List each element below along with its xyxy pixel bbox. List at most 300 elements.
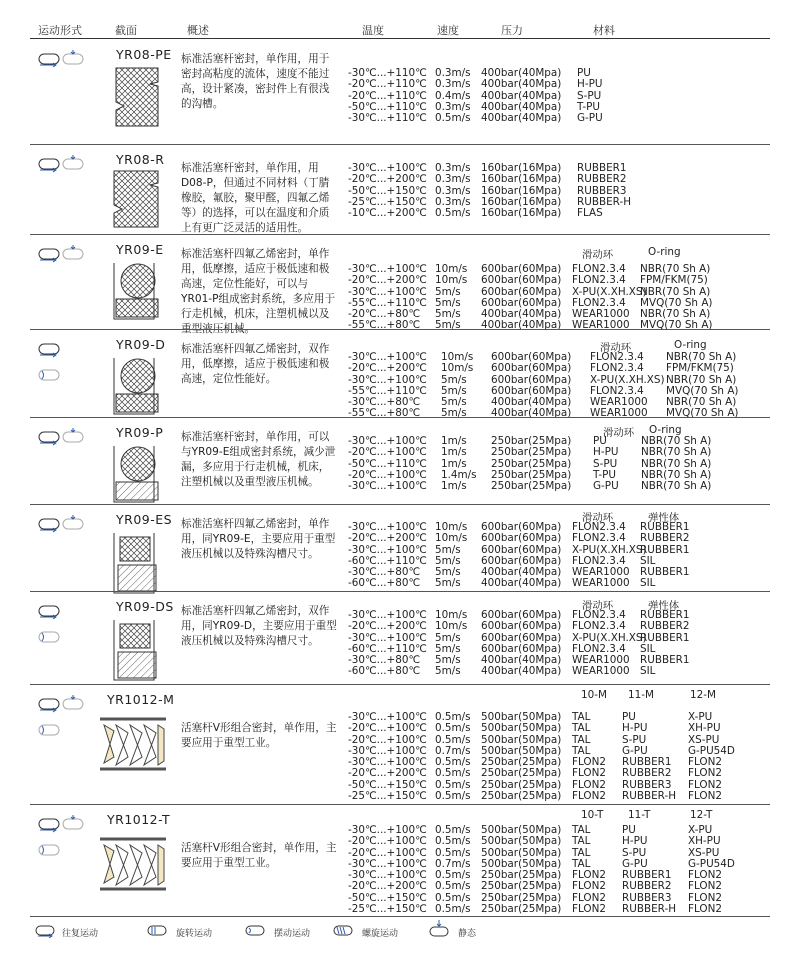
material-column-3 bbox=[688, 712, 735, 802]
static-icon bbox=[60, 245, 88, 263]
speed-column bbox=[435, 264, 467, 332]
pressure-column-cell: 600bar(60Mpa) bbox=[481, 274, 562, 287]
overview-text: 标准活塞杆密封，单作用，用于密封高粘度的流体，速度不能过高，设计紧凑，密封件上有很浅的沟槽。 bbox=[181, 53, 330, 110]
material-header-3: 12-M bbox=[690, 689, 716, 701]
speed-column bbox=[435, 825, 471, 915]
temp-column-cell: -30℃...+80℃ bbox=[348, 396, 421, 409]
pressure-column bbox=[481, 264, 561, 332]
material-column-1 bbox=[572, 264, 647, 332]
material-column-1-cell: FLON2 bbox=[572, 767, 606, 780]
material-column-2-cell: S-PU bbox=[622, 733, 647, 746]
temp-column-cell: -20℃...+100℃ bbox=[348, 733, 427, 746]
table-row bbox=[0, 505, 800, 592]
pressure-column-cell: 400bar(40Mpa) bbox=[481, 112, 562, 125]
material-column-2-cell: MVQ(70 Sh A) bbox=[666, 384, 739, 397]
temp-column bbox=[348, 436, 427, 492]
pressure-column-cell: 600bar(60Mpa) bbox=[481, 521, 562, 533]
temp-column-cell: -50℃...+150℃ bbox=[348, 184, 427, 197]
material-column-2-cell: NBR(70 Sh A) bbox=[641, 468, 712, 481]
speed-column-cell: 0.5m/s bbox=[435, 711, 471, 723]
material-column-2-cell: RUBBER1 bbox=[640, 543, 690, 556]
header-section: 截面 bbox=[115, 24, 137, 37]
pressure-column-cell: 600bar(60Mpa) bbox=[481, 263, 562, 275]
material-column-1-cell: X-PU(X.XH.XS) bbox=[572, 631, 647, 644]
table-row bbox=[0, 40, 800, 145]
speed-column-cell: 0.5m/s bbox=[435, 722, 471, 735]
temp-column-cell: -30℃...+100℃ bbox=[348, 263, 427, 275]
pressure-column-cell: 400bar(40Mpa) bbox=[491, 407, 572, 420]
material-column-2-cell: FPM/FKM(75) bbox=[666, 362, 734, 375]
speed-column bbox=[435, 712, 471, 802]
swinging-icon bbox=[36, 366, 64, 384]
swinging-icon bbox=[36, 841, 64, 859]
material-column-3-cell: FLON2 bbox=[688, 756, 722, 769]
speed-column-cell: 0.5m/s bbox=[435, 790, 471, 803]
speed-column-cell: 0.5m/s bbox=[435, 112, 471, 125]
material-column-1-cell: FLAS bbox=[577, 207, 603, 220]
temp-column-cell: -20℃...+100℃ bbox=[348, 722, 427, 735]
material-column-1-cell: FLON2.3.4 bbox=[572, 521, 626, 533]
cross-section-drawing bbox=[110, 616, 166, 682]
temp-column-cell: -20℃...+100℃ bbox=[348, 846, 427, 859]
speed-column-cell: 10m/s bbox=[441, 351, 474, 363]
speed-column-cell: 0.5m/s bbox=[435, 733, 471, 746]
material-column-2-cell: NBR(70 Sh A) bbox=[666, 351, 737, 363]
pressure-column-cell: 600bar(60Mpa) bbox=[491, 351, 572, 363]
speed-column bbox=[435, 522, 467, 590]
speed-column-cell: 0.5m/s bbox=[435, 880, 471, 893]
material-header-1: 10-T bbox=[581, 809, 604, 821]
material-column-1-cell: WEAR1000 bbox=[572, 319, 630, 332]
temp-column bbox=[348, 610, 427, 678]
temp-column-cell: -60℃...+80℃ bbox=[348, 665, 421, 678]
material-column-1-cell: RUBBER2 bbox=[577, 173, 627, 186]
speed-column-cell: 0.3m/s bbox=[435, 195, 471, 208]
material-column-1-cell: S-PU bbox=[577, 89, 602, 102]
speed-column-cell: 10m/s bbox=[435, 620, 468, 633]
speed-column-cell: 0.4m/s bbox=[435, 89, 471, 102]
material-header-3: 12-T bbox=[690, 809, 713, 821]
material-column-2 bbox=[640, 610, 689, 678]
speed-column-cell: 10m/s bbox=[435, 532, 468, 545]
material-column-2-cell: MVQ(70 Sh A) bbox=[666, 407, 739, 420]
material-column-1-cell: FLON2.3.4 bbox=[572, 274, 626, 287]
material-column-1-cell: FLON2 bbox=[572, 903, 606, 916]
material-column-1-cell: FLON2.3.4 bbox=[572, 609, 626, 621]
speed-column-cell: 5m/s bbox=[435, 665, 461, 678]
temp-column-cell: -20℃...+110℃ bbox=[348, 78, 427, 91]
pressure-column bbox=[481, 522, 561, 590]
header-motion: 运动形式 bbox=[38, 24, 82, 37]
material-header-2: O-ring bbox=[648, 246, 681, 258]
temp-column-cell: -30℃...+110℃ bbox=[348, 67, 427, 79]
header-material: 材料 bbox=[593, 24, 615, 37]
cross-section-drawing bbox=[98, 835, 168, 895]
material-column-1-cell: PU bbox=[593, 435, 607, 447]
cross-section-drawing bbox=[110, 354, 166, 420]
temp-column-cell: -20℃...+200℃ bbox=[348, 532, 427, 545]
material-header-2: 弹性体 bbox=[648, 512, 680, 524]
speed-column-cell: 5m/s bbox=[435, 308, 461, 321]
material-column-1-cell: FLON2.3.4 bbox=[572, 263, 626, 275]
speed-column-cell: 0.3m/s bbox=[435, 184, 471, 197]
temp-column-cell: -30℃...+100℃ bbox=[348, 824, 427, 836]
material-column-1-cell: TAL bbox=[572, 846, 591, 859]
material-column-2 bbox=[622, 712, 676, 802]
pressure-column-cell: 600bar(60Mpa) bbox=[491, 362, 572, 375]
pressure-column-cell: 600bar(60Mpa) bbox=[491, 384, 572, 397]
material-column-1-cell: TAL bbox=[572, 722, 591, 735]
pressure-column-cell: 160bar(16Mpa) bbox=[481, 207, 562, 220]
material-column-3-cell: FLON2 bbox=[688, 869, 722, 882]
speed-column-cell: 5m/s bbox=[441, 396, 467, 409]
temp-column-cell: -50℃...+110℃ bbox=[348, 100, 427, 113]
temp-column-cell: -30℃...+100℃ bbox=[348, 480, 427, 493]
overview-text: 活塞杆V形组合密封，单作用，主要应用于重型工业。 bbox=[181, 722, 337, 749]
speed-column-cell: 5m/s bbox=[435, 319, 461, 332]
pressure-column-cell: 250bar(25Mpa) bbox=[481, 756, 562, 769]
material-column-3-cell: X-PU bbox=[688, 824, 713, 836]
speed-column-cell: 10m/s bbox=[435, 521, 468, 533]
speed-column-cell: 10m/s bbox=[435, 274, 468, 287]
pressure-column-cell: 250bar(25Mpa) bbox=[481, 891, 562, 904]
material-header-2: O-ring bbox=[649, 424, 682, 436]
pressure-column-cell: 400bar(40Mpa) bbox=[481, 577, 562, 590]
material-column-1 bbox=[577, 163, 631, 219]
material-column-2-cell: RUBBER1 bbox=[640, 609, 690, 621]
pressure-column-cell: 500bar(50Mpa) bbox=[481, 835, 562, 848]
material-column-2-cell: NBR(70 Sh A) bbox=[666, 396, 737, 409]
material-column-2-cell: H-PU bbox=[622, 835, 648, 848]
material-column-1-cell: TAL bbox=[572, 711, 591, 723]
temp-column bbox=[348, 712, 427, 802]
temp-column bbox=[348, 825, 427, 915]
speed-column-cell: 0.7m/s bbox=[435, 857, 471, 870]
overview-text: 活塞杆V形组合密封，单作用，主要应用于重型工业。 bbox=[181, 842, 337, 869]
speed-column-cell: 5m/s bbox=[435, 654, 461, 667]
material-header-1: 10-M bbox=[581, 689, 607, 701]
temp-column bbox=[348, 352, 427, 420]
speed-column-cell: 10m/s bbox=[441, 362, 474, 375]
static-icon bbox=[60, 428, 88, 446]
pressure-column-cell: 500bar(50Mpa) bbox=[481, 733, 562, 746]
temp-column-cell: -30℃...+110℃ bbox=[348, 112, 427, 125]
static-icon bbox=[60, 155, 88, 173]
material-column-2-cell: SIL bbox=[640, 642, 656, 655]
material-column-2 bbox=[622, 825, 676, 915]
material-column-2-cell: RUBBER2 bbox=[640, 620, 690, 633]
header-overview: 概述 bbox=[187, 24, 209, 37]
part-code: YR09-E bbox=[116, 242, 164, 257]
pressure-column-cell: 400bar(40Mpa) bbox=[481, 308, 562, 321]
material-column-1 bbox=[593, 436, 619, 492]
overview-text: 标准活塞杆密封，单作用，可以与YR09-E组成密封系统，减少泄漏，多应用于行走机械，机床，注塑机械以及重型液压机械。 bbox=[181, 431, 336, 488]
temp-column-cell: -20℃...+200℃ bbox=[348, 767, 427, 780]
pressure-column-cell: 600bar(60Mpa) bbox=[481, 532, 562, 545]
pressure-column-cell: 600bar(60Mpa) bbox=[481, 296, 562, 309]
part-code: YR08-PE bbox=[116, 47, 172, 62]
temp-column-cell: -30℃...+100℃ bbox=[348, 609, 427, 621]
material-column-3-cell: FLON2 bbox=[688, 903, 722, 916]
material-column-1-cell: FLON2 bbox=[572, 790, 606, 803]
row-divider bbox=[30, 916, 770, 917]
speed-column-cell: 0.3m/s bbox=[435, 173, 471, 186]
temp-column-cell: -25℃...+150℃ bbox=[348, 903, 427, 916]
material-column-1-cell: G-PU bbox=[577, 112, 603, 125]
temp-column-cell: -30℃...+100℃ bbox=[348, 373, 427, 386]
temp-column bbox=[348, 68, 427, 124]
legend-static: 静态 bbox=[458, 929, 477, 939]
material-column-2-cell: PU bbox=[622, 711, 636, 723]
temp-column-cell: -30℃...+100℃ bbox=[348, 869, 427, 882]
material-column-2-cell: RUBBER1 bbox=[640, 566, 690, 579]
static-icon bbox=[60, 815, 88, 833]
material-column-1-cell: WEAR1000 bbox=[572, 577, 630, 590]
temp-column-cell: -20℃...+200℃ bbox=[348, 362, 427, 375]
pressure-column-cell: 400bar(40Mpa) bbox=[481, 319, 562, 332]
overview-text: 标准活塞杆四氟乙烯密封，单作用，低摩擦，适应于极低速和极高速，定位性能好，可以与YR01-P组成密封系统，多应用于行走机械，机床，注塑机械以及重型液压机械。 bbox=[181, 248, 336, 335]
pressure-column-cell: 500bar(50Mpa) bbox=[481, 711, 562, 723]
speed-column-cell: 1m/s bbox=[441, 446, 467, 459]
material-column-2-cell: PU bbox=[622, 824, 636, 836]
material-column-3-cell: XS-PU bbox=[688, 846, 720, 859]
pressure-column-cell: 250bar(25Mpa) bbox=[481, 790, 562, 803]
material-column-1-cell: RUBBER3 bbox=[577, 184, 627, 197]
material-column-3-cell: G-PU54D bbox=[688, 857, 735, 870]
pressure-column-cell: 400bar(40Mpa) bbox=[481, 665, 562, 678]
pressure-column-cell: 160bar(16Mpa) bbox=[481, 195, 562, 208]
material-column-2 bbox=[640, 264, 712, 332]
temp-column-cell: -20℃...+200℃ bbox=[348, 620, 427, 633]
speed-column-cell: 0.5m/s bbox=[435, 835, 471, 848]
material-column-1-cell: FLON2 bbox=[572, 778, 606, 791]
pressure-column-cell: 600bar(60Mpa) bbox=[481, 285, 562, 298]
temp-column-cell: -50℃...+150℃ bbox=[348, 778, 427, 791]
speed-column-cell: 5m/s bbox=[435, 577, 461, 590]
material-column-1 bbox=[590, 352, 665, 420]
material-column-1-cell: WEAR1000 bbox=[590, 407, 648, 420]
material-column-2-cell: RUBBER-H bbox=[622, 903, 677, 916]
temp-column-cell: -10℃...+200℃ bbox=[348, 207, 427, 220]
speed-column-cell: 5m/s bbox=[435, 285, 461, 298]
pressure-column-cell: 600bar(60Mpa) bbox=[481, 631, 562, 644]
speed-column-cell: 1.4m/s bbox=[441, 468, 477, 481]
pressure-column-cell: 600bar(60Mpa) bbox=[481, 543, 562, 556]
speed-column-cell: 5m/s bbox=[435, 642, 461, 655]
table-row bbox=[0, 235, 800, 335]
temp-column-cell: -30℃...+100℃ bbox=[348, 744, 427, 757]
material-column-2-cell: FPM/FKM(75) bbox=[640, 274, 708, 287]
pressure-column-cell: 600bar(60Mpa) bbox=[491, 373, 572, 386]
table-row bbox=[0, 805, 800, 917]
helical-icon bbox=[332, 922, 356, 938]
part-code: YR09-D bbox=[116, 337, 166, 352]
material-column-2 bbox=[666, 352, 738, 420]
swinging-icon bbox=[36, 628, 64, 646]
swinging-icon bbox=[244, 922, 268, 938]
material-header-1: 滑动环 bbox=[582, 512, 614, 524]
header-speed: 速度 bbox=[437, 24, 459, 37]
material-column-2-cell: RUBBER1 bbox=[640, 521, 690, 533]
material-column-3-cell: FLON2 bbox=[688, 790, 722, 803]
material-column-2 bbox=[640, 522, 689, 590]
pressure-column-cell: 250bar(25Mpa) bbox=[491, 468, 572, 481]
temp-column-cell: -55℃...+80℃ bbox=[348, 319, 421, 332]
speed-column-cell: 0.5m/s bbox=[435, 778, 471, 791]
pressure-column-cell: 600bar(60Mpa) bbox=[481, 620, 562, 633]
pressure-column bbox=[481, 163, 561, 219]
swinging-icon bbox=[36, 721, 64, 739]
speed-column-cell: 0.3m/s bbox=[435, 100, 471, 113]
material-column-1-cell: H-PU bbox=[593, 446, 619, 459]
temp-column-cell: -20℃...+200℃ bbox=[348, 880, 427, 893]
legend-reciprocating: 往复运动 bbox=[62, 929, 99, 939]
speed-column-cell: 0.5m/s bbox=[435, 767, 471, 780]
table-row bbox=[0, 330, 800, 418]
material-header-2: 11-T bbox=[628, 809, 651, 821]
temp-column-cell: -20℃...+110℃ bbox=[348, 89, 427, 102]
material-column-2-cell: RUBBER3 bbox=[622, 891, 672, 904]
material-column-1-cell: TAL bbox=[572, 824, 591, 836]
temp-column bbox=[348, 264, 427, 332]
temp-column-cell: -30℃...+100℃ bbox=[348, 162, 427, 174]
material-column-2-cell: SIL bbox=[640, 665, 656, 678]
material-column-2-cell: NBR(70 Sh A) bbox=[641, 435, 712, 447]
speed-column-cell: 10m/s bbox=[435, 263, 468, 275]
material-column-1 bbox=[572, 610, 647, 678]
material-column-1-cell: T-PU bbox=[593, 468, 617, 481]
speed-column-cell: 5m/s bbox=[441, 384, 467, 397]
pressure-column-cell: 500bar(50Mpa) bbox=[481, 857, 562, 870]
pressure-column-cell: 250bar(25Mpa) bbox=[491, 446, 572, 459]
speed-column-cell: 0.5m/s bbox=[435, 869, 471, 882]
temp-column-cell: -55℃...+80℃ bbox=[348, 407, 421, 420]
material-column-1-cell: X-PU(X.XH.XS) bbox=[572, 543, 647, 556]
material-column-1-cell: FLON2.3.4 bbox=[572, 620, 626, 633]
material-column-1-cell: H-PU bbox=[577, 78, 603, 91]
speed-column-cell: 1m/s bbox=[441, 480, 467, 493]
temp-column-cell: -30℃...+100℃ bbox=[348, 711, 427, 723]
material-column-2-cell: RUBBER1 bbox=[622, 756, 672, 769]
material-column-3-cell: X-PU bbox=[688, 711, 713, 723]
material-column-2-cell: H-PU bbox=[622, 722, 648, 735]
material-column-2-cell: RUBBER1 bbox=[640, 631, 690, 644]
pressure-column-cell: 250bar(25Mpa) bbox=[491, 457, 572, 470]
temp-column-cell: -20℃...+100℃ bbox=[348, 468, 427, 481]
part-code: YR1012-T bbox=[107, 812, 171, 827]
temp-column-cell: -20℃...+100℃ bbox=[348, 446, 427, 459]
temp-column-cell: -30℃...+100℃ bbox=[348, 543, 427, 556]
pressure-column bbox=[481, 610, 561, 678]
temp-column-cell: -60℃...+80℃ bbox=[348, 577, 421, 590]
material-header-1: 滑动环 bbox=[600, 342, 632, 354]
material-column-2-cell: RUBBER2 bbox=[622, 880, 672, 893]
material-column-1-cell: PU bbox=[577, 67, 591, 79]
pressure-column-cell: 600bar(60Mpa) bbox=[481, 609, 562, 621]
table-row bbox=[0, 685, 800, 805]
material-column-3-cell: FLON2 bbox=[688, 778, 722, 791]
speed-column-cell: 0.3m/s bbox=[435, 67, 471, 79]
material-header-1: 滑动环 bbox=[582, 600, 614, 612]
legend-rotating: 旋转运动 bbox=[176, 929, 213, 939]
reciprocating-icon bbox=[36, 602, 64, 620]
temp-column-cell: -30℃...+100℃ bbox=[348, 351, 427, 363]
material-column-3-cell: FLON2 bbox=[688, 880, 722, 893]
pressure-column-cell: 160bar(16Mpa) bbox=[481, 162, 562, 174]
temp-column-cell: -25℃...+150℃ bbox=[348, 790, 427, 803]
material-column-3 bbox=[688, 825, 735, 915]
rotating-icon bbox=[146, 922, 170, 938]
speed-column-cell: 5m/s bbox=[441, 373, 467, 386]
temp-column-cell: -60℃...+110℃ bbox=[348, 642, 427, 655]
material-column-1-cell: FLON2 bbox=[572, 869, 606, 882]
temp-column-cell: -20℃...+80℃ bbox=[348, 308, 421, 321]
temp-column-cell: -30℃...+100℃ bbox=[348, 521, 427, 533]
material-column-1-cell: WEAR1000 bbox=[572, 566, 630, 579]
material-column-1-cell: X-PU(X.XH.XS) bbox=[572, 285, 647, 298]
material-column-1-cell: RUBBER-H bbox=[577, 195, 632, 208]
speed-column-cell: 0.7m/s bbox=[435, 744, 471, 757]
speed-column bbox=[435, 163, 471, 219]
part-code: YR08-R bbox=[116, 152, 165, 167]
pressure-column-cell: 250bar(25Mpa) bbox=[481, 778, 562, 791]
material-header-1: 滑动环 bbox=[603, 427, 635, 439]
material-column-1-cell: FLON2 bbox=[572, 891, 606, 904]
material-column-1-cell: T-PU bbox=[577, 100, 601, 113]
temp-column-cell: -55℃...+110℃ bbox=[348, 384, 427, 397]
material-column-1-cell: FLON2.3.4 bbox=[590, 351, 644, 363]
material-column-2 bbox=[641, 436, 711, 492]
material-column-1-cell: TAL bbox=[572, 733, 591, 746]
speed-column-cell: 5m/s bbox=[435, 543, 461, 556]
part-code: YR1012-M bbox=[107, 692, 175, 707]
material-column-3-cell: XH-PU bbox=[688, 835, 721, 848]
table-row bbox=[0, 145, 800, 235]
material-column-1-cell: WEAR1000 bbox=[572, 665, 630, 678]
material-column-1-cell: TAL bbox=[572, 857, 591, 870]
pressure-column-cell: 500bar(50Mpa) bbox=[481, 846, 562, 859]
speed-column-cell: 0.3m/s bbox=[435, 162, 471, 174]
pressure-column-cell: 500bar(50Mpa) bbox=[481, 722, 562, 735]
speed-column-cell: 0.5m/s bbox=[435, 891, 471, 904]
overview-text: 标准活塞杆四氟乙烯密封，双作用，低摩擦，适应于极低速和极高速，定位性能好。 bbox=[181, 343, 330, 385]
material-column-1-cell: FLON2.3.4 bbox=[590, 362, 644, 375]
legend-helical: 螺旋运动 bbox=[362, 929, 399, 939]
speed-column-cell: 10m/s bbox=[435, 609, 468, 621]
material-column-2-cell: NBR(70 Sh A) bbox=[640, 285, 711, 298]
temp-column-cell: -55℃...+110℃ bbox=[348, 296, 427, 309]
speed-column-cell: 0.5m/s bbox=[435, 846, 471, 859]
material-column-2-cell: RUBBER1 bbox=[622, 869, 672, 882]
material-column-2-cell: NBR(70 Sh A) bbox=[641, 457, 712, 470]
cross-section-drawing bbox=[110, 169, 166, 235]
temp-column-cell: -30℃...+100℃ bbox=[348, 857, 427, 870]
static-icon bbox=[60, 50, 88, 68]
temp-column bbox=[348, 163, 427, 219]
pressure-column bbox=[491, 436, 571, 492]
temp-column-cell: -30℃...+80℃ bbox=[348, 654, 421, 667]
motion-legend bbox=[0, 920, 800, 950]
overview-text: 标准活塞杆密封，单作用，用D08-P，但通过不同材料（丁腈橡胶，氟胶，聚甲醛，四氟乙烯等）的选择，可以在温度和介质上有更广泛灵活的适用性。 bbox=[181, 162, 330, 234]
temp-column-cell: -30℃...+100℃ bbox=[348, 756, 427, 769]
pressure-column-cell: 250bar(25Mpa) bbox=[481, 869, 562, 882]
material-header-2: 11-M bbox=[628, 689, 654, 701]
material-column-1-cell: WEAR1000 bbox=[572, 308, 630, 321]
material-column-1-cell: TAL bbox=[572, 835, 591, 848]
material-column-2-cell: G-PU bbox=[622, 744, 648, 757]
material-column-1-cell: FLON2.3.4 bbox=[590, 384, 644, 397]
temp-column-cell: -25℃...+150℃ bbox=[348, 195, 427, 208]
